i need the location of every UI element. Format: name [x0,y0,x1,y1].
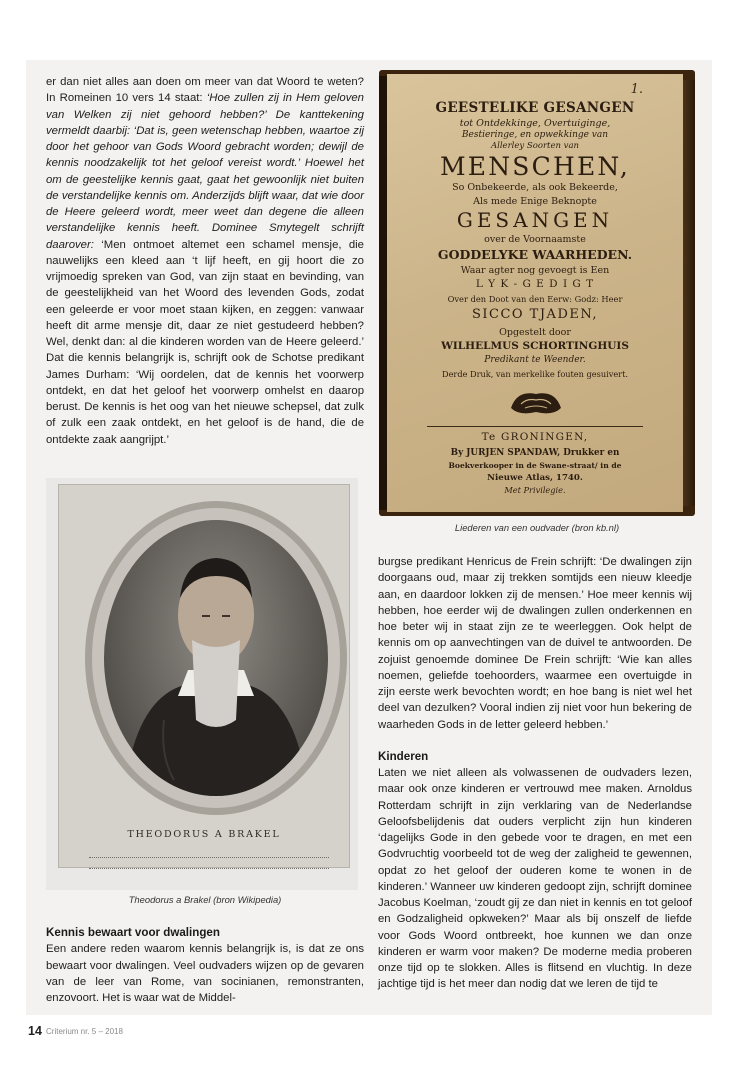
divider-line [427,426,643,427]
journal-footer: Criterium nr. 5 – 2018 [46,1027,123,1036]
handwritten-number: 1. [630,82,643,97]
portrait-image [46,478,358,890]
book-title-page: 1. GEESTELIKE GESANGEN tot Ontdekkinge, Overtuiginge, Bestieringe, en opwekkinge van Allerley Soorten van MENSCHEN, So Onbekeerde, als ook Bekeerde, Als mede Enige Beknopte GESANGEN over de Voornaamste GODDELYKE WAARHEDEN. Waar agter nog gevoegt is Een L Y K - G E D I G T Over den Doot van den Eerw: Godz: Heer SICCO TJADEN, Opgestelt door WILHELMUS SCHORTINGHUIS Predikant te Weender. Derde Druk, van merkelike fouten gesuivert. Te GRONINGEN, By JURJEN SPANDAW, Drukker en Boekverkooper in de Swane-straat/ in de Nieuwe Atlas, 1740. Met Privilegie. [387,74,683,512]
quote-romans: ‘Hoe zullen zij in Hem geloven van Welken zij niet gehoord hebben?’ De kanttekening vermeldt daarbij: ‘Dat is, geen wetenschap hebben, waartoe zij door het gehoor van Gods Woord gebracht worden; dewijl de kennis noodzakelijk tot het geloof vereist wordt.’ Hoewel het om de geestelijke kennis gaat, gaat het gewoonlijk niet buiten de verstandelijke kennis om. Anderzijds blijft waar, dat wie door de Heere geleerd wordt, meer weet dan degene die alleen verstandelijke kennis heeft. Dominee Smytegelt schrijft daarover: [46,92,364,251]
body-paragraph: Laten we niet alleen als volwassenen de oudvaders lezen, maar ook onze kinderen er vertrouwd mee maken. Arnoldus Rotterdam schrijft in zijn verklaring van de Nederlandse Geloofsbelijdenis dat ouders verplicht zijn hun kinderen ‘dagelijks Gode in den gebede voor te dragen, en met een Godvruchtig voorbeeld tot de weg der zaligheid te gewennen, opdat zo het geloof der ouderen kome te wonen in de kinderen.’ Wanneer uw kinderen gedoopt zijn, schrijft dominee Jacobus Koelman, ‘zoudt gij ze dan niet in kennis en tot geloof en Godzaligheid opkweken?’ Maar als bij onszelf de liefde voor Gods Woord ontbreekt, hoe kunnen we dan onze kinderen er warm voor maken? De moderne media proberen onze tijd op te slokken. Alles is flitsend en vluchtig. In deze jachtige tijd is het meer dan nodig dat we leren de tijd te [378,767,692,991]
book-image-caption: Liederen van een oudvader (bron kb.nl) [454,522,620,533]
article-column-bottom-left [46,925,364,1006]
portrait-caption: Theodorus a Brakel (bron Wikipedia) [128,894,282,905]
section-heading-kinderen: Kinderen [378,749,429,763]
section-heading-kennis: Kennis bewaart voor dwalingen [46,926,220,939]
article-column-top-left [46,74,364,448]
article-column-right [378,554,692,993]
portrait-inscription-name: THEODORUS A BRAKEL [127,829,281,840]
body-paragraph: burgse predikant Henricus de Frein schrijft: ‘De dwalingen zijn doorgaans oud, maar zij trekken somtijds een nieuw kleedje aan, en daardoor lokken zij de mensen.’ Hoe meer kennis wij hebben, hoe eerder wij de dwalingen zullen onderkennen en hoe beter wij in staat zijn ze te weerleggen. Ook helpt de kennis om op aanvechtingen van de duivel te antwoorden. De zojuist genoemde dominee De Frein schrijft: ‘Wie kan alles noemen, geliefde toehoorders, waarmee een overtuigde in zijn eerste werk bevochten wordt; en hoe bang is niet wel het deel van dezulken? Vooral indien zij niet voor hun bekering de waarheden Gods in de letter geleerd hebben.’ [378,556,692,731]
body-paragraph: er dan niet alles aan doen om meer van dat Woord te weten? In Romeinen 10 vers 14 staat: ‘Hoe zullen zij in Hem geloven van Welken zij niet gehoord hebben?’ De kanttekening vermeldt daarbij: ‘Dat is, geen wetenschap hebben, waartoe zij door het gehoor van Gods Woord gebracht worden; dewijl de kennis noodzakelijk tot het geloof vereist wordt.’ Hoewel het om de geestelijke kennis gaat, gaat het gewoonlijk niet buiten de verstandelijke kennis om. Anderzijds blijft waar, dat wie door de Heere geleerd wordt, meer weet dan degene die alleen verstandelijke kennis heeft. Dominee Smytegelt schrijft daarover: ‘Men ontmoet altemet een schamel mensje, die nauwelijks een kleed aan ‘t lijf heeft, en gij hoort die zo vrijmoedig spreken van God, van zijn staat en bevinding, van de geestelijkheid van het Woord des levenden Gods, zodat een geleerde er voor moet staan kijken, en zeggen: vanwaar heeft dit arme mensje dit, daar ze niet gestudeerd hebben? Wel, denkt dan: al die kinderen worden van de Heere geleerd.’ Dat die kennis belangrijk is, schrijft ook de Schotse predikant James Durham: ‘Wij oordelen, dat de kennis het voorwerp ontdekt, en dat het geloof het voorwerp omhelst en daarop berust. De kennis is het oog van het nieuwe schepsel, dat zulk of zulk een zaak ontdekt, en het geloof is de hand, die de ontdekte zaak aangrijpt.’ [46,76,364,446]
printers-ornament-icon [507,386,565,420]
body-paragraph: Een andere reden waarom kennis belangrijk is, is dat ze ons bewaart voor dwalingen. Veel oudvaders wijzen op de gevaren van de leer van Rome, van socinianen, remonstranten, enzovoort. Het is waar wat de Middel- [46,943,364,1004]
portrait-figure-icon [104,520,328,796]
portrait-oval-frame [85,501,347,815]
page-number: 14 [28,1024,42,1038]
portrait-inscription-script [89,860,329,869]
book-title-page-image [379,70,695,516]
portrait-inscription-script [89,849,329,858]
